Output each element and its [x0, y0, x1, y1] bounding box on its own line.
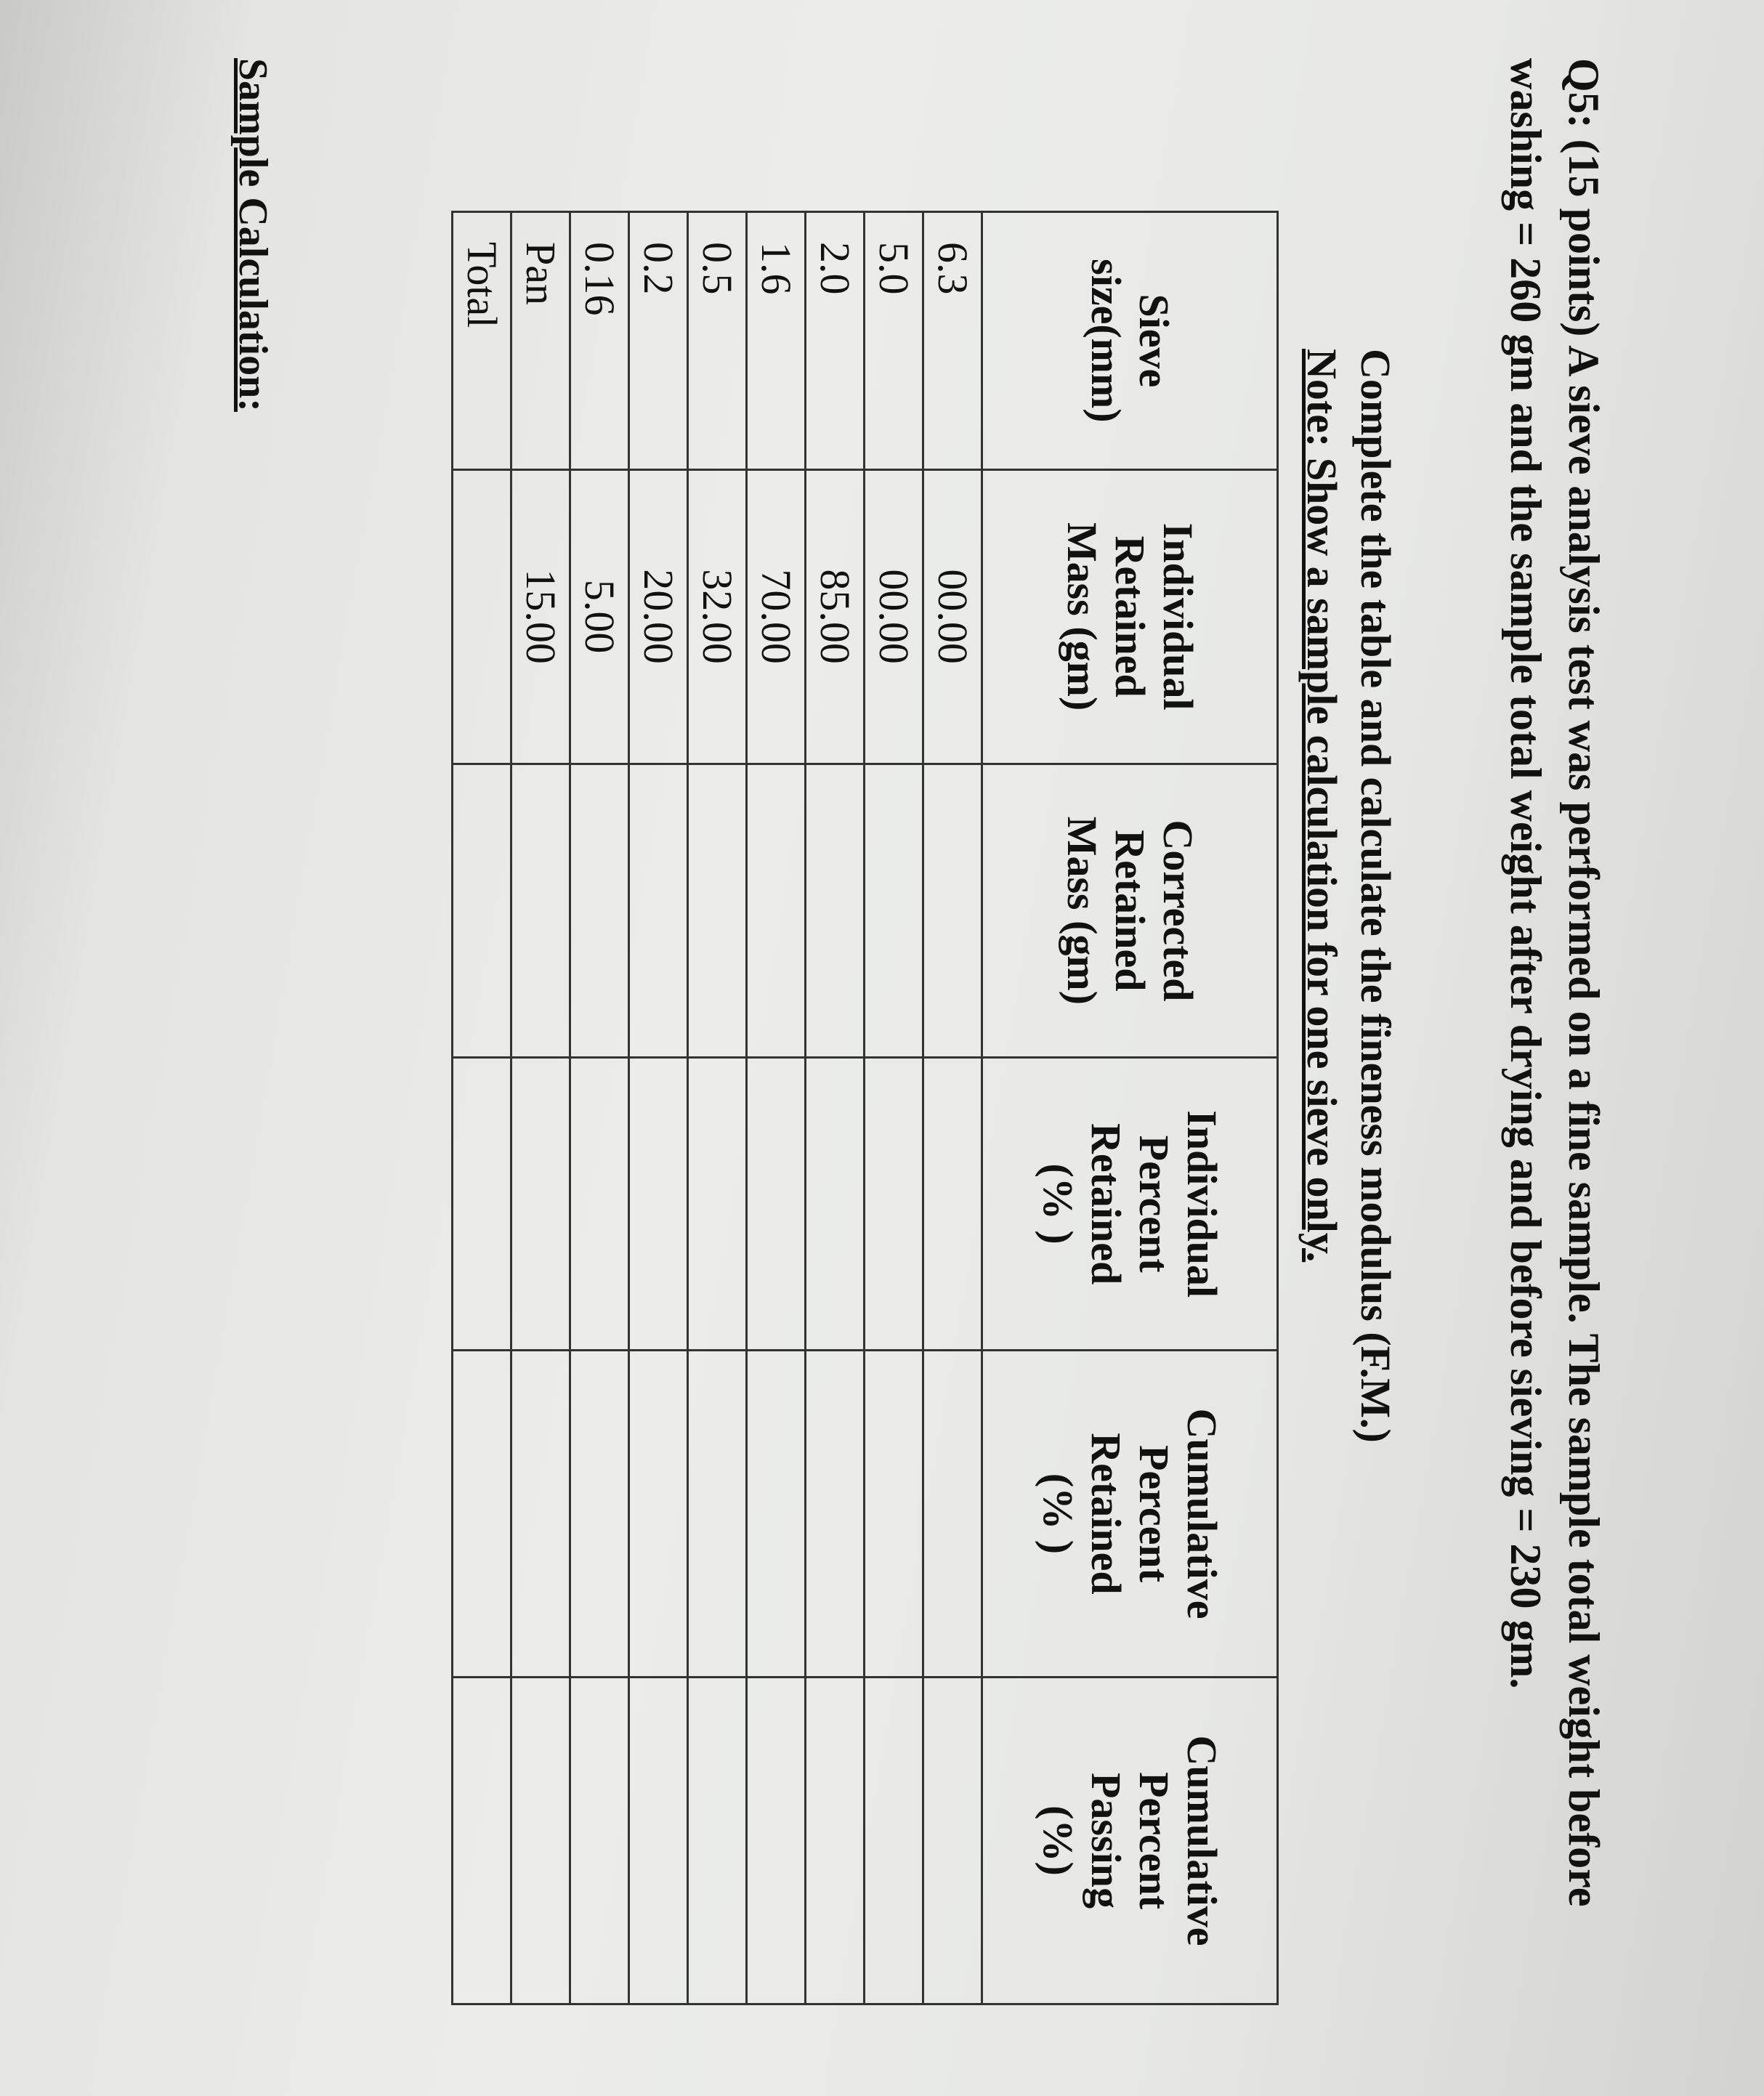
total-label-cell: Total — [453, 212, 511, 470]
corrected-mass-cell[interactable] — [806, 764, 865, 1058]
retained-mass-cell: 00.00 — [923, 469, 982, 764]
individual-percent-cell[interactable] — [923, 1058, 982, 1351]
sample-calculation-label: Sample Calculation: — [230, 58, 275, 412]
retained-mass-cell: 20.00 — [629, 469, 688, 764]
task-text: Complete the table and calculate the fineness modulus (F.M.) — [1352, 349, 1399, 1443]
individual-percent-cell[interactable] — [511, 1058, 570, 1351]
table-row — [865, 212, 923, 2004]
cumulative-passing-cell[interactable] — [688, 1677, 747, 2004]
cumulative-passing-cell[interactable] — [806, 1677, 865, 2004]
individual-percent-cell[interactable] — [570, 1058, 629, 1351]
individual-percent-cell[interactable] — [865, 1058, 923, 1351]
corrected-mass-cell[interactable] — [629, 764, 688, 1058]
table-row — [629, 212, 688, 2004]
cumulative-retained-cell[interactable] — [570, 1350, 629, 1677]
header-individual-percent-retained: Individual Percent Retained (% ) — [982, 1058, 1278, 1351]
sieve-size-cell: 5.0 — [865, 212, 923, 470]
table-row — [923, 212, 982, 2004]
table-row — [688, 212, 747, 2004]
corrected-mass-cell[interactable] — [688, 764, 747, 1058]
retained-mass-cell: 70.00 — [747, 469, 806, 764]
table-row-total — [453, 212, 511, 2004]
individual-percent-cell[interactable] — [688, 1058, 747, 1351]
corrected-mass-cell[interactable] — [923, 764, 982, 1058]
individual-percent-cell[interactable] — [629, 1058, 688, 1351]
header-corrected-retained-mass: Corrected Retained Mass (gm) — [982, 764, 1278, 1058]
total-cumulative-retained-cell[interactable] — [453, 1350, 511, 1677]
retained-mass-cell: 5.00 — [570, 469, 629, 764]
cumulative-retained-cell[interactable] — [806, 1350, 865, 1677]
cumulative-passing-cell[interactable] — [570, 1677, 629, 2004]
table-row — [806, 212, 865, 2004]
instructions — [1295, 349, 1402, 1947]
cumulative-retained-cell[interactable] — [923, 1350, 982, 1677]
table-row — [747, 212, 806, 2004]
question-text — [1497, 58, 1613, 1991]
retained-mass-cell: 85.00 — [806, 469, 865, 764]
cumulative-retained-cell[interactable] — [629, 1350, 688, 1677]
cumulative-retained-cell[interactable] — [865, 1350, 923, 1677]
corrected-mass-cell[interactable] — [570, 764, 629, 1058]
cumulative-retained-cell[interactable] — [747, 1350, 806, 1677]
cumulative-passing-cell[interactable] — [511, 1677, 570, 2004]
retained-mass-cell: 00.00 — [865, 469, 923, 764]
table-row — [570, 212, 629, 2004]
header-cumulative-percent-passing: Cumulative Percent Passing (%) — [982, 1677, 1278, 2004]
retained-mass-cell: 32.00 — [688, 469, 747, 764]
corrected-mass-cell[interactable] — [511, 764, 570, 1058]
corrected-mass-cell[interactable] — [865, 764, 923, 1058]
sieve-size-cell: 1.6 — [747, 212, 806, 470]
table-header-row — [982, 212, 1278, 2004]
table-row — [511, 212, 570, 2004]
cumulative-passing-cell[interactable] — [629, 1677, 688, 2004]
sieve-analysis-table — [451, 211, 1279, 2005]
total-corrected-mass-cell[interactable] — [453, 764, 511, 1058]
document-page — [94, 44, 1620, 2020]
cumulative-passing-cell[interactable] — [923, 1677, 982, 2004]
sieve-size-cell: Pan — [511, 212, 570, 470]
retained-mass-cell: 15.00 — [511, 469, 570, 764]
sieve-size-cell: 6.3 — [923, 212, 982, 470]
corrected-mass-cell[interactable] — [747, 764, 806, 1058]
sieve-size-cell: 0.16 — [570, 212, 629, 470]
question-body: A sieve analysis test was performed on a fine sample. The sample total weight before washing = 260 gm and the sample total weight after drying and before sieving = 230 gm. — [1502, 58, 1608, 1907]
total-individual-percent-cell[interactable] — [453, 1058, 511, 1351]
cumulative-passing-cell[interactable] — [865, 1677, 923, 2004]
header-individual-retained-mass: Individual Retained Mass (gm) — [982, 469, 1278, 764]
header-cumulative-percent-retained: Cumulative Percent Retained (% ) — [982, 1350, 1278, 1677]
question-label: Q5: — [1560, 58, 1608, 129]
sieve-size-cell: 0.2 — [629, 212, 688, 470]
note-text: Note: Show a sample calculation for one sieve only. — [1298, 349, 1346, 1263]
cumulative-retained-cell[interactable] — [688, 1350, 747, 1677]
sieve-size-cell: 2.0 — [806, 212, 865, 470]
cumulative-passing-cell[interactable] — [747, 1677, 806, 2004]
cumulative-retained-cell[interactable] — [511, 1350, 570, 1677]
individual-percent-cell[interactable] — [747, 1058, 806, 1351]
sieve-size-cell: 0.5 — [688, 212, 747, 470]
header-sieve-size: Sieve size(mm) — [982, 212, 1278, 470]
total-cumulative-passing-cell[interactable] — [453, 1677, 511, 2004]
total-retained-mass-cell[interactable] — [453, 469, 511, 764]
individual-percent-cell[interactable] — [806, 1058, 865, 1351]
question-points: (15 points) — [1560, 139, 1608, 337]
